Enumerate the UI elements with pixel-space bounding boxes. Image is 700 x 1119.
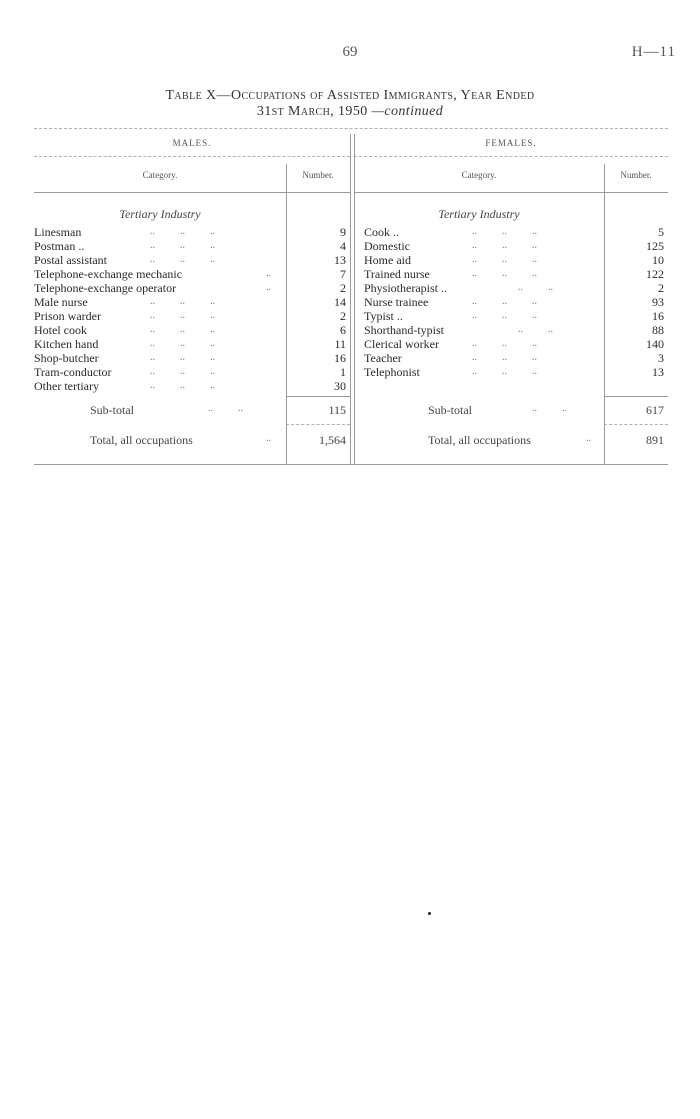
row-number: 140 bbox=[646, 337, 664, 351]
females-number-header: Number. bbox=[620, 170, 652, 180]
females-subtotal-value: 617 bbox=[646, 403, 664, 417]
row-number: 16 bbox=[334, 351, 346, 365]
bottom-rule bbox=[34, 464, 668, 465]
males-section-heading: Tertiary Industry bbox=[119, 207, 201, 221]
row-number: 2 bbox=[340, 281, 346, 295]
row-number: 5 bbox=[658, 225, 664, 239]
males-subtotal-row: Sub-total .. .. 115 bbox=[90, 403, 346, 417]
females-header-rule bbox=[354, 156, 668, 157]
females-colhead-rule bbox=[354, 192, 668, 193]
row-category: Hotel cook bbox=[34, 323, 87, 337]
row-number: 3 bbox=[658, 351, 664, 365]
males-category-header: Category. bbox=[142, 170, 178, 180]
row-number: 30 bbox=[334, 379, 346, 393]
row-number: 122 bbox=[646, 267, 664, 281]
row-category: Physiotherapist .. bbox=[364, 281, 447, 295]
row-category: Tram-conductor bbox=[34, 365, 112, 379]
males-colhead-rule bbox=[34, 192, 350, 193]
title-date: 31st March, 1950 bbox=[256, 104, 368, 119]
row-category: Kitchen hand bbox=[34, 337, 99, 351]
row-category: Telephone-exchange operator bbox=[34, 281, 177, 295]
row-number: 13 bbox=[652, 365, 664, 379]
row-number: 10 bbox=[652, 253, 664, 267]
row-number: 11 bbox=[334, 337, 346, 351]
females-category-header: Category. bbox=[461, 170, 497, 180]
row-category: Shorthand-typist bbox=[364, 323, 444, 337]
row-category: Other tertiary bbox=[34, 379, 99, 393]
males-subtotal-rule bbox=[286, 396, 350, 397]
row-number: 1 bbox=[340, 365, 346, 379]
occupations-table: MALES. FEMALES. Category. Number. Category. Number. Tertiary Industry Tertiary Industry Linesman .. .. .. 9 Postman .. .. .. .. 4 Postal assistant .. .. .. 13 Telephone-exchange mechanic .. 7 Telephone-exchange operator .. 2 Male nurse .. .. .. 14 Prison warder .. .. .. 2 Hotel cook .. .. .. 6 Kitchen hand .. .. .. 11 Shop-butcher .. .. .. 16 Tram-conductor .. .. .. 1 Other tertiary .. .. .. 30 Cook .. .. .. .. 5 Domestic .. .. .. 125 Home aid .. .. .. 10 Trained nurse .. .. .. 122 Physiotherapist .. .. .. 2 Nurse trainee .. .. .. 93 Typist .. .. .. .. 16 Shorthand-typist .. .. 88 Clerical worker .. .. .. 140 Teacher .. .. .. 3 Telephonist .. .. .. 13 Sub-total .. .. 115 Sub-total .. .. 617 Total, all occupations .. 1,564 Total, all occupations .. 891 bbox=[34, 128, 668, 468]
title-line-2 bbox=[0, 104, 700, 120]
top-rule bbox=[34, 128, 668, 129]
males-subtotal-value: 115 bbox=[328, 403, 346, 417]
males-total-value: 1,564 bbox=[319, 433, 346, 447]
females-total-row: Total, all occupations .. 891 bbox=[428, 433, 664, 447]
females-total-rule bbox=[604, 424, 668, 425]
row-number: 93 bbox=[652, 295, 664, 309]
row-category: Typist .. bbox=[364, 309, 403, 323]
females-header: FEMALES. bbox=[485, 138, 537, 148]
row-number: 125 bbox=[646, 239, 664, 253]
title-continued: —continued bbox=[371, 104, 444, 119]
row-category: Telephonist bbox=[364, 365, 420, 379]
males-subtotal-label: Sub-total bbox=[90, 403, 134, 417]
row-number: 9 bbox=[340, 225, 346, 239]
row-category: Male nurse bbox=[34, 295, 88, 309]
row-number: 88 bbox=[652, 323, 664, 337]
males-header: MALES. bbox=[172, 138, 212, 148]
center-divider-left bbox=[350, 134, 351, 464]
ink-speck bbox=[428, 912, 431, 915]
row-category: Nurse trainee bbox=[364, 295, 429, 309]
row-category: Cook .. bbox=[364, 225, 400, 239]
females-subtotal-row: Sub-total .. .. 617 bbox=[428, 403, 664, 417]
row-category: Shop-butcher bbox=[34, 351, 99, 365]
page-number: 69 bbox=[342, 44, 358, 60]
females-subtotal-rule bbox=[604, 396, 668, 397]
row-category: Home aid bbox=[364, 253, 411, 267]
row-category: Telephone-exchange mechanic bbox=[34, 267, 183, 281]
row-category: Postal assistant bbox=[34, 253, 108, 267]
males-header-rule bbox=[34, 156, 350, 157]
males-number-header: Number. bbox=[302, 170, 334, 180]
females-section-heading: Tertiary Industry bbox=[438, 207, 520, 221]
table-title bbox=[0, 88, 700, 120]
row-number: 7 bbox=[340, 267, 346, 281]
row-category: Postman .. bbox=[34, 239, 85, 253]
row-category: Trained nurse bbox=[364, 267, 430, 281]
row-number: 2 bbox=[658, 281, 664, 295]
row-category: Teacher bbox=[364, 351, 402, 365]
row-number: 14 bbox=[334, 295, 346, 309]
females-subtotal-label: Sub-total bbox=[428, 403, 472, 417]
row-category: Prison warder bbox=[34, 309, 101, 323]
row-category: Domestic bbox=[364, 239, 410, 253]
title-line-1: Table X—Occupations of Assisted Immigrants, Year Ended bbox=[165, 88, 535, 103]
row-category: Linesman bbox=[34, 225, 82, 239]
row-number: 4 bbox=[340, 239, 346, 253]
row-number: 16 bbox=[652, 309, 664, 323]
males-total-rule bbox=[286, 424, 350, 425]
document-reference: H—11 bbox=[631, 44, 676, 60]
females-total-value: 891 bbox=[646, 433, 664, 447]
center-divider-right bbox=[354, 134, 355, 464]
row-number: 2 bbox=[340, 309, 346, 323]
row-number: 13 bbox=[334, 253, 346, 267]
females-total-label: Total, all occupations bbox=[428, 433, 531, 447]
row-number: 6 bbox=[340, 323, 346, 337]
males-total-label: Total, all occupations bbox=[90, 433, 193, 447]
males-total-row: Total, all occupations .. 1,564 bbox=[90, 433, 346, 447]
row-category: Clerical worker bbox=[364, 337, 439, 351]
